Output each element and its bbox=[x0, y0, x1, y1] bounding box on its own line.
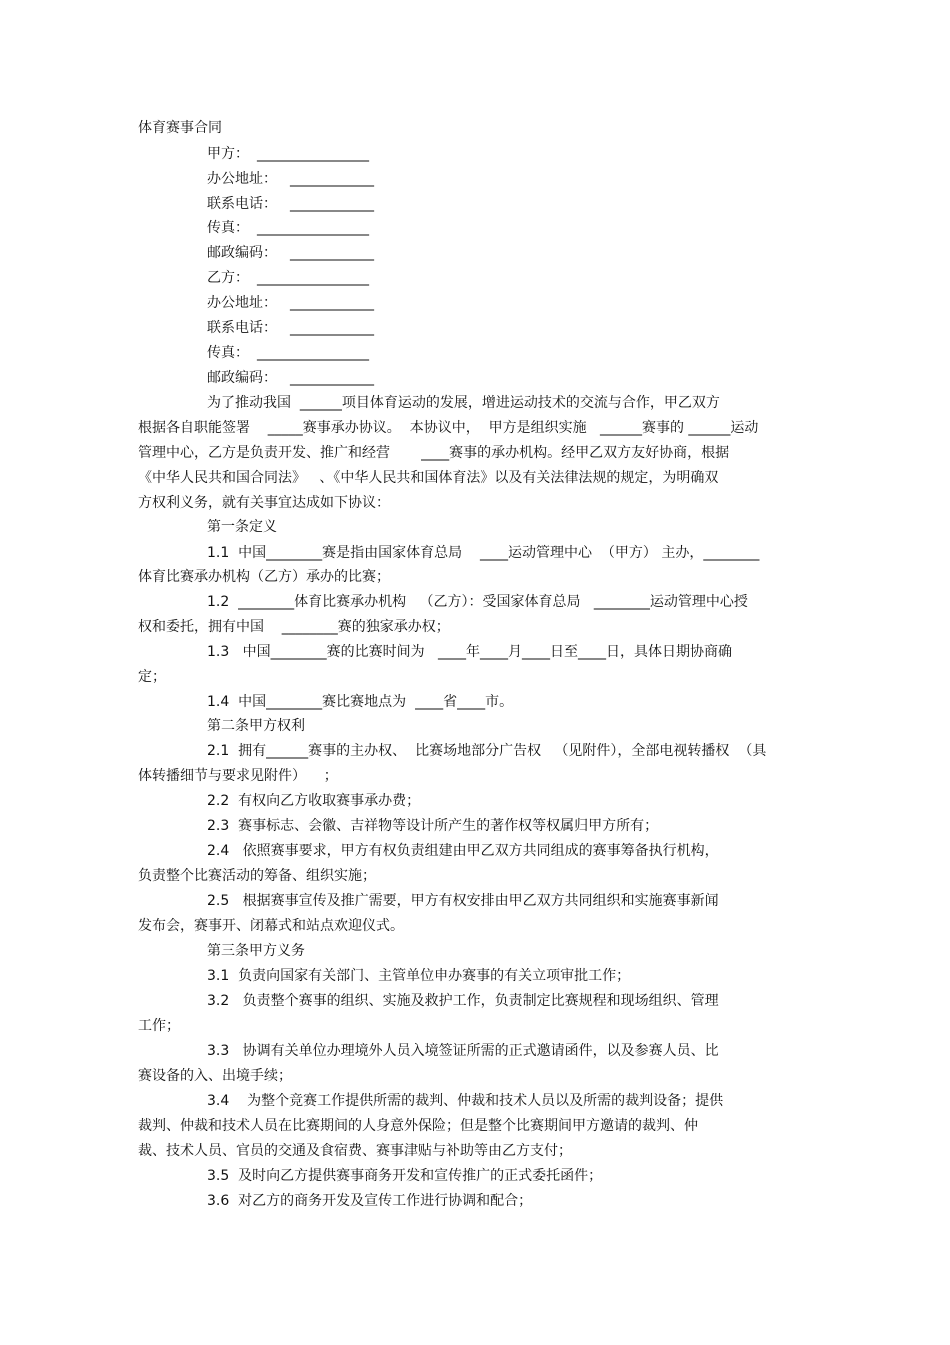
clause-line: 权和委托，拥有中国 ________赛的独家承办权； bbox=[138, 619, 450, 635]
party-b-label: 乙方： bbox=[207, 270, 249, 286]
clause-line: 定； bbox=[138, 669, 166, 685]
party-a-postcode-label: 邮政编码： bbox=[207, 245, 277, 261]
party-b-phone-label: 联系电话： bbox=[207, 320, 277, 336]
clause-line: 赛设备的入、出境手续； bbox=[138, 1068, 292, 1084]
party-b-address-blank: ____________ bbox=[290, 295, 374, 311]
article-heading: 第一条定义 bbox=[207, 519, 277, 535]
document-title: 体育赛事合同 bbox=[138, 120, 222, 136]
party-a-fax-label: 传真： bbox=[207, 220, 249, 236]
clause-line: 3.3 协调有关单位办理境外人员入境签证所需的正式邀请函件，以及参赛人员、比 bbox=[207, 1043, 719, 1059]
article-heading: 第三条甲方义务 bbox=[207, 943, 305, 959]
party-a-address-label: 办公地址： bbox=[207, 171, 277, 187]
party-a-address-blank: ____________ bbox=[290, 171, 374, 187]
clause-line: 1.3 中国________赛的比赛时间为 ____年____月____日至____日，具体日期协商确 bbox=[207, 644, 732, 660]
party-a-fax-blank: ________________ bbox=[257, 220, 369, 236]
preamble-line: 为了推动我国 ______项目体育运动的发展，增进运动技术的交流与合作，甲乙双方 bbox=[207, 395, 720, 411]
clause-line: 体转播细节与要求见附件） ； bbox=[138, 768, 338, 784]
party-b-fax-label: 传真： bbox=[207, 345, 249, 361]
party-b-blank: ________________ bbox=[257, 270, 369, 286]
party-a-blank: ________________ bbox=[257, 146, 369, 162]
clause-line: 2.1 拥有______赛事的主办权、 比赛场地部分广告权 （见附件），全部电视转播权 （具 bbox=[207, 743, 767, 759]
clause-line: 2.2 有权向乙方收取赛事承办费； bbox=[207, 793, 421, 809]
clause-line: 裁判、仲裁和技术人员在比赛期间的人身意外保险；但是整个比赛期间甲方邀请的裁判、仲 bbox=[138, 1118, 698, 1134]
party-b-address-label: 办公地址： bbox=[207, 295, 277, 311]
party-a-phone-blank: ____________ bbox=[290, 196, 374, 212]
clause-line: 3.2 负责整个赛事的组织、实施及救护工作，负责制定比赛规程和现场组织、管理 bbox=[207, 993, 719, 1009]
party-a-label: 甲方： bbox=[207, 146, 249, 162]
clause-line: 发布会，赛事开、闭幕式和站点欢迎仪式。 bbox=[138, 918, 404, 934]
clause-line: 负责整个比赛活动的筹备、组织实施； bbox=[138, 868, 376, 884]
party-a-postcode-blank: ____________ bbox=[290, 245, 374, 261]
clause-line: 1.1 中国________赛是指由国家体育总局 ____运动管理中心 （甲方） 主办，________ bbox=[207, 545, 760, 561]
clause-line: 裁、技术人员、官员的交通及食宿费、赛事津贴与补助等由乙方支付； bbox=[138, 1143, 572, 1159]
party-b-postcode-blank: ____________ bbox=[290, 370, 374, 386]
article-heading: 第二条甲方权利 bbox=[207, 718, 305, 734]
clause-line: 3.6 对乙方的商务开发及宣传工作进行协调和配合； bbox=[207, 1193, 533, 1209]
clause-line: 3.1 负责向国家有关部门、主管单位申办赛事的有关立项审批工作； bbox=[207, 968, 631, 984]
party-b-phone-blank: ____________ bbox=[290, 320, 374, 336]
clause-line: 3.4 为整个竞赛工作提供所需的裁判、仲裁和技术人员以及所需的裁判设备；提供 bbox=[207, 1093, 724, 1109]
party-a-phone-label: 联系电话： bbox=[207, 196, 277, 212]
clause-line: 2.3 赛事标志、会徽、吉祥物等设计所产生的著作权等权属归甲方所有； bbox=[207, 818, 659, 834]
party-b-postcode-label: 邮政编码： bbox=[207, 370, 277, 386]
preamble-line: 《中华人民共和国合同法》 、《中华人民共和国体育法》以及有关法律法规的规定，为明确双 bbox=[138, 470, 719, 486]
clause-line: 1.2 ________体育比赛承办机构 （乙方）：受国家体育总局 ________运动管理中心授 bbox=[207, 594, 748, 610]
preamble-line: 根据各自职能签署 _____赛事承办协议。 本协议中， 甲方是组织实施 ______赛事的 ______运动 bbox=[138, 420, 759, 436]
preamble-line: 管理中心，乙方是负责开发、推广和经营 ____赛事的承办机构。经甲乙双方友好协商，根据 bbox=[138, 445, 730, 461]
clause-line: 体育比赛承办机构（乙方）承办的比赛； bbox=[138, 569, 390, 585]
clause-line: 3.5 及时向乙方提供赛事商务开发和宣传推广的正式委托函件； bbox=[207, 1168, 603, 1184]
clause-line: 2.4 依照赛事要求，甲方有权负责组建由甲乙双方共同组成的赛事筹备执行机构， bbox=[207, 843, 719, 859]
party-b-fax-blank: ________________ bbox=[257, 345, 369, 361]
clause-line: 1.4 中国________赛比赛地点为 ____省____市。 bbox=[207, 694, 514, 710]
preamble-line: 方权利义务，就有关事宜达成如下协议： bbox=[138, 495, 390, 511]
clause-line: 工作； bbox=[138, 1018, 180, 1034]
clause-line: 2.5 根据赛事宣传及推广需要，甲方有权安排由甲乙双方共同组织和实施赛事新闻 bbox=[207, 893, 719, 909]
